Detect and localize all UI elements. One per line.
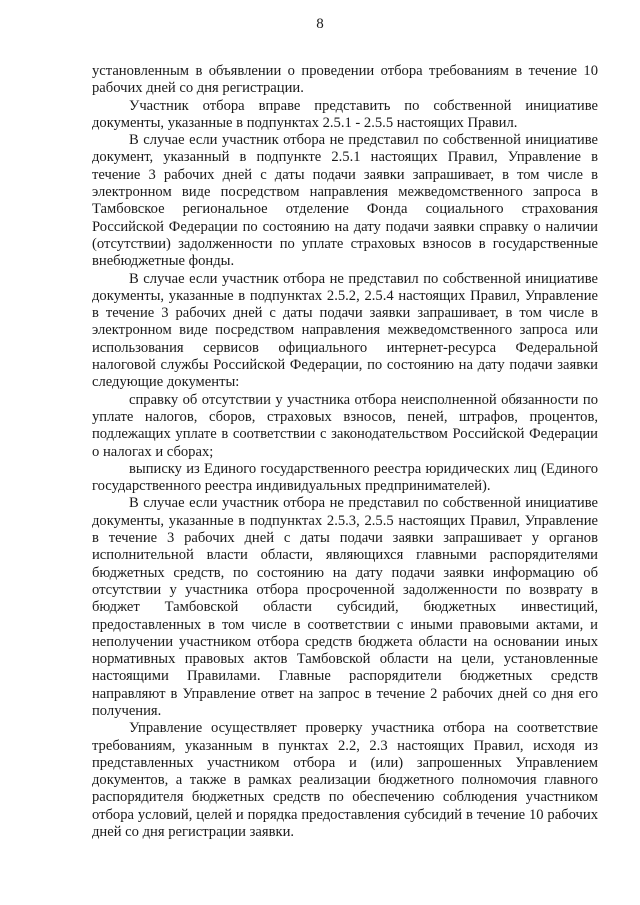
document-body bbox=[92, 63, 598, 841]
paragraph: Участник отбора вправе представить по собственной инициативе документы, указанные в подпунктах 2.5.1 - 2.5.5 настоящих Правил. bbox=[92, 97, 598, 131]
paragraph: В случае если участник отбора не представил по собственной инициативе документы, указанные в подпунктах 2.5.2, 2.5.4 настоящих Правил, Управление в течение 3 рабочих дней с даты подачи заявки запрашивает, в том числе в электронном виде посредством направления межведомственного запроса или использования сервисов официального интернет-ресурса Федеральной налоговой службы Российской Федерации, по состоянию на дату подачи заявки следующие документы: bbox=[92, 270, 598, 391]
page-number: 8 bbox=[316, 16, 324, 32]
paragraph: справку об отсутствии у участника отбора неисполненной обязанности по уплате налогов, сборов, страховых взносов, пеней, штрафов, процентов, подлежащих уплате в соответствии с законодательством Российской Федерации о налогах и сборах; bbox=[92, 391, 598, 460]
paragraph: выписку из Единого государственного реестра юридических лиц (Единого государственного реестра индивидуальных предпринимателей). bbox=[92, 460, 598, 495]
paragraph: В случае если участник отбора не представил по собственной инициативе документы, указанные в подпунктах 2.5.3, 2.5.5 настоящих Правил, Управление в течение 3 рабочих дней с даты подачи заявки запрашивает у органов исполнительной власти области, являющихся главными распорядителями бюджетных средств, по состоянию на дату подачи заявки информацию об отсутствии у участника отбора просроченной задолженности по возврату в бюджет Тамбовской области субсидий, бюджетных инвестиций, предоставленных в том числе в соответствии с иными правовыми актами, и неполучении участником отбора средств бюджета области на основании иных нормативных правовых актов Тамбовской области на цели, установленные настоящими Правилами. Главные распорядители бюджетных средств направляют в Управление ответ на запрос в течение 2 рабочих дней со дня его получения. bbox=[92, 495, 598, 719]
paragraph: установленным в объявлении о проведении отбора требованиям в течение 10 рабочих дней со дня регистрации. bbox=[92, 63, 598, 97]
paragraph: В случае если участник отбора не представил по собственной инициативе документ, указанный в подпункте 2.5.1 настоящих Правил, Управление в течение 3 рабочих дней с даты подачи заявки запрашивает, в том числе в электронном виде посредством направления межведомственного запроса в Тамбовское региональное отделение Фонда социального страхования Российской Федерации по состоянию на дату подачи заявки справку о наличии (отсутствии) задолженности по уплате страховых взносов в государственные внебюджетные фонды. bbox=[92, 132, 598, 270]
paragraph: Управление осуществляет проверку участника отбора на соответствие требованиям, указанным в пунктах 2.2, 2.3 настоящих Правил, исходя из представленных участником отбора и (или) запрошенных Управлением документов, а также в рамках реализации бюджетного полномочия главного распорядителя бюджетных средств по обеспечению соблюдения участником отбора условий, целей и порядка предоставления субсидий в течение 10 рабочих дней со дня регистрации заявки. bbox=[92, 720, 598, 841]
